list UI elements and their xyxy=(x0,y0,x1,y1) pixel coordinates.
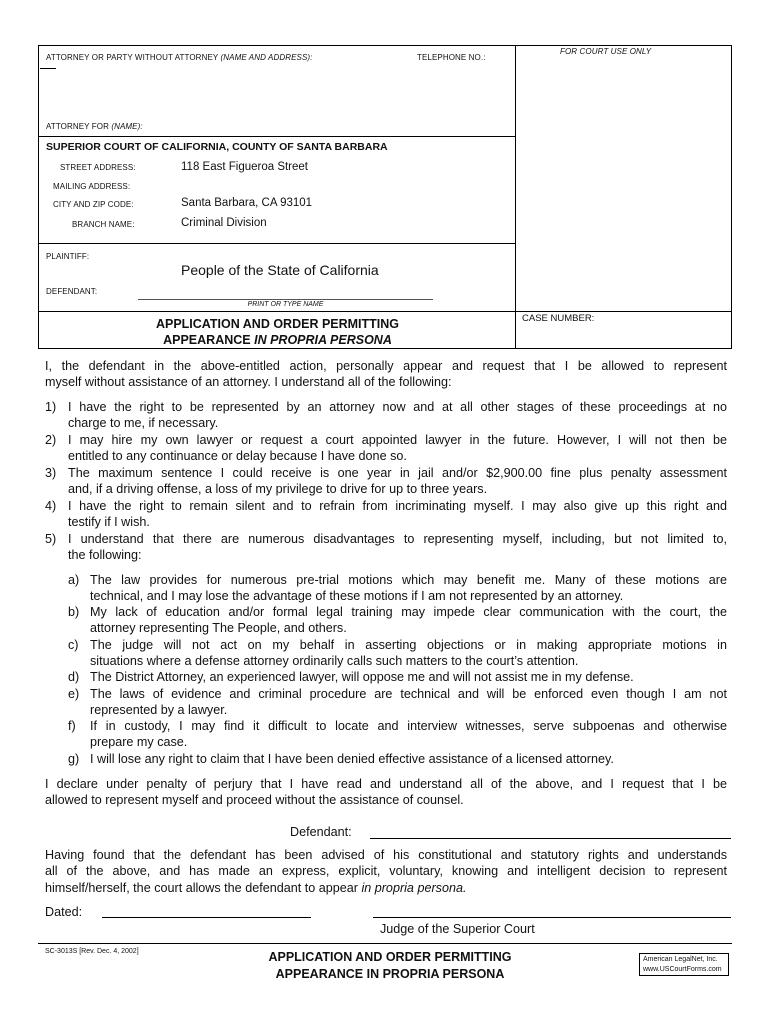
intro-paragraph: I, the defendant in the above-entitled action, personally appear and request that I be allowed to represent myself without assistance of an attorney. I understand all of the following: xyxy=(45,359,727,390)
defendant-signature-label: Defendant: xyxy=(290,825,352,839)
plaintiff-label: PLAINTIFF: xyxy=(46,252,90,261)
case-number-label: CASE NUMBER: xyxy=(522,313,595,324)
list-item: 4) I have the right to remain silent and to refrain from incriminating myself. I may also give up this right and testify if I wish. xyxy=(45,499,727,530)
sub-list-item: b) My lack of education and/or formal legal training may impede clear communication with the court, the attorney representing The People, and others. xyxy=(68,605,727,636)
footer-divider xyxy=(38,943,732,944)
sub-list-item: a) The law provides for numerous pre-trial motions which may benefit me. Many of these motions are technical, and I may lose the advantage of these motions if I am not represented by an attorney. xyxy=(68,573,727,604)
form-title: APPLICATION AND ORDER PERMITTING APPEARANCE IN PROPRIA PERSONA xyxy=(155,317,400,347)
court-use-label: FOR COURT USE ONLY xyxy=(560,47,652,56)
dated-line[interactable] xyxy=(102,917,311,918)
street-value: 118 East Figueroa Street xyxy=(181,161,308,173)
branch-value: Criminal Division xyxy=(181,217,267,229)
city-value: Santa Barbara, CA 93101 xyxy=(181,197,313,209)
mailing-label: MAILING ADDRESS: xyxy=(53,182,131,191)
plaintiff-value: People of the State of California xyxy=(181,262,379,278)
defendant-label: DEFENDANT: xyxy=(46,287,98,296)
defendant-name-line xyxy=(138,299,433,300)
list-item: 1) I have the right to be represented by an attorney now and at all other stages of these proceedings at no charge to me, if necessary. xyxy=(45,400,727,431)
list-item: 3) The maximum sentence I could receive is one year in jail and/or $2,900.00 fine plus penalty assessment and, if a driving offense, a loss of my privilege to drive for up to three years. xyxy=(45,466,727,497)
sub-list-item: g) I will lose any right to claim that I have been denied effective assistance of a licensed attorney. xyxy=(68,752,614,766)
order-paragraph: Having found that the defendant has been advised of his constitutional and statutory rights and understands all of the above, and has made an express, explicit, voluntary, knowing and intelligent decision to represent himself/herself, the court allows the defendant to appear in propria persona. xyxy=(45,848,727,895)
print-name-label: PRINT OR TYPE NAME xyxy=(247,301,324,308)
sub-list-item: f) If in custody, I may find it difficult to locate and interview witnesses, serve subpoenas and otherwise prepare my case. xyxy=(68,719,727,750)
form-id: SC-3013S [Rev. Dec. 4, 2002] xyxy=(45,948,139,955)
publisher-box: American LegalNet, Inc. www.USCourtForms.com xyxy=(639,953,729,976)
judge-label: Judge of the Superior Court xyxy=(380,922,535,936)
attorney-for-label: ATTORNEY FOR (NAME): xyxy=(46,122,143,131)
judge-signature-line[interactable] xyxy=(373,917,731,918)
court-name: SUPERIOR COURT OF CALIFORNIA, COUNTY OF SANTA BARBARA xyxy=(46,141,388,153)
attorney-label: ATTORNEY OR PARTY WITHOUT ATTORNEY (NAME AND ADDRESS): xyxy=(46,53,313,62)
telephone-label: TELEPHONE NO.: xyxy=(417,53,486,62)
defendant-signature-line[interactable] xyxy=(370,838,731,839)
sub-list-item: e) The laws of evidence and criminal procedure are technical and will be enforced even though I am not represented by a lawyer. xyxy=(68,687,727,718)
footer-title: APPLICATION AND ORDER PERMITTING APPEARANCE IN PROPRIA PERSONA xyxy=(268,950,512,981)
street-label: STREET ADDRESS: xyxy=(60,163,136,172)
city-label: CITY AND ZIP CODE: xyxy=(53,200,134,209)
sub-list-item: c) The judge will not act on my behalf in asserting objections or in making appropriate motions in situations where a defense attorney ordinarily calls such matters to the court’s attention. xyxy=(68,638,727,669)
branch-label: BRANCH NAME: xyxy=(72,220,135,229)
declaration-paragraph: I declare under penalty of perjury that I have read and understand all of the above, and I request that I be allowed to represent myself and proceed without the assistance of counsel. xyxy=(45,777,727,808)
list-item: 5) I understand that there are numerous disadvantages to representing myself, including, but not limited to, the following: xyxy=(45,532,727,563)
list-item: 2) I may hire my own lawyer or request a court appointed lawyer in the future. However, I will not then be entitled to any continuance or delay because I have done so. xyxy=(45,433,727,464)
dated-label: Dated: xyxy=(45,905,83,919)
sub-list-item: d) The District Attorney, an experienced lawyer, will oppose me and will not assist me in my defense. xyxy=(68,670,634,684)
